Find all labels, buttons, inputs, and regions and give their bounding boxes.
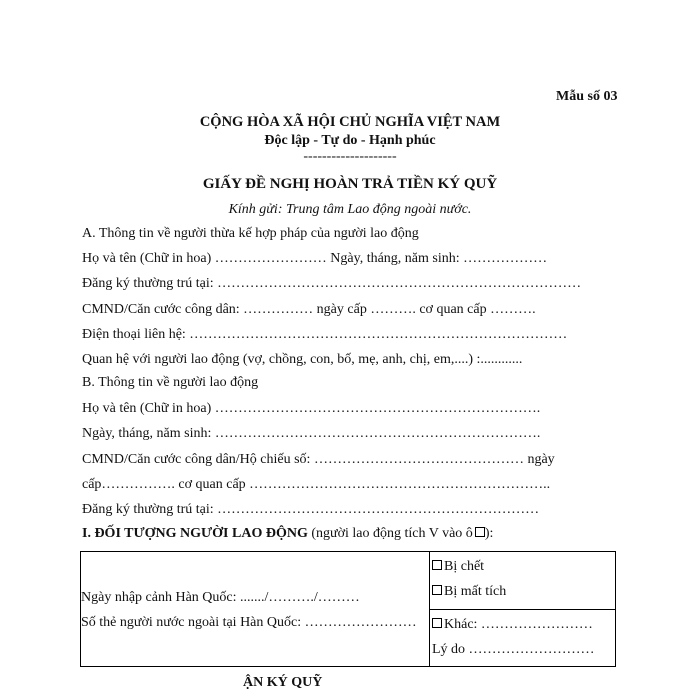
option-missing[interactable] xyxy=(432,584,506,600)
section-b-line: CMND/Căn cước công dân/Hộ chiếu số: ……………………………………… ngày xyxy=(82,452,555,467)
section-a-line: Quan hệ với người lao động (vợ, chồng, con, bố, mẹ, anh, chị, em,....) :............ xyxy=(82,352,523,367)
worker-status-table xyxy=(80,551,616,667)
option-label: Khác: …………………… xyxy=(444,617,593,632)
section-1-heading-bold: I. ĐỐI TƯỢNG NGƯỜI LAO ĐỘNG xyxy=(82,526,308,541)
section-a-line: Họ và tên (Chữ in hoa) …………………… Ngày, tháng, năm sinh: ……………… xyxy=(82,251,548,266)
other-option-cell xyxy=(430,610,616,667)
section-a-line: Điện thoại liên hệ: ……………………………………………………………………… xyxy=(82,327,568,342)
section-a-heading: A. Thông tin về người thừa kế hợp pháp của người lao động xyxy=(82,226,419,241)
option-other[interactable] xyxy=(432,617,593,633)
checkbox-icon[interactable] xyxy=(432,560,442,570)
section-b-heading: B. Thông tin về người lao động xyxy=(82,375,259,390)
section-a-line: Đăng ký thường trú tại: …………………………………………………………………… xyxy=(82,276,582,291)
national-motto: Độc lập - Tự do - Hạnh phúc xyxy=(264,133,436,148)
section-b-line: Đăng ký thường trú tại: …………………………………………………………… xyxy=(82,502,540,517)
status-options-cell xyxy=(430,552,616,610)
worker-info-cell xyxy=(81,552,430,667)
checkbox-icon xyxy=(475,527,485,537)
option-deceased[interactable] xyxy=(432,559,484,575)
section-1-heading xyxy=(82,526,493,542)
section-b-line: cấp……………. cơ quan cấp ……………………………………………………….. xyxy=(82,477,551,492)
country-name: CỘNG HÒA XÃ HỘI CHỦ NGHĨA VIỆT NAM xyxy=(199,114,501,130)
reason-line: Lý do ……………………… xyxy=(432,642,595,657)
section-1-heading-end: ): xyxy=(484,526,494,541)
foreign-card-line: Số thẻ người nước ngoài tại Hàn Quốc: …………………… xyxy=(81,615,417,630)
section-b-line: Ngày, tháng, năm sinh: ……………………………………………………………. xyxy=(82,426,541,441)
checkbox-icon[interactable] xyxy=(432,618,442,628)
option-label: Bị mất tích xyxy=(444,584,507,599)
section-a-line: CMND/Căn cước công dân: …………… ngày cấp ………. cơ quan cấp ………. xyxy=(82,302,536,317)
document-title: GIẤY ĐỀ NGHỊ HOÀN TRẢ TIỀN KÝ QUỸ xyxy=(202,176,498,192)
form-number: Mẫu số 03 xyxy=(556,89,618,104)
section-b-line: Họ và tên (Chữ in hoa) ……………………………………………………………. xyxy=(82,401,541,416)
section-2-heading-partial: ẬN KÝ QUỸ xyxy=(243,675,323,690)
checkbox-icon[interactable] xyxy=(432,585,442,595)
entry-date-line: Ngày nhập cảnh Hàn Quốc: ......./………./……… xyxy=(81,590,360,605)
recipient-line: Kính gửi: Trung tâm Lao động ngoài nước. xyxy=(228,202,472,217)
header-divider: -------------------- xyxy=(303,149,397,164)
section-1-heading-rest: (người lao động tích V vào ô xyxy=(307,526,473,541)
option-label: Bị chết xyxy=(444,559,485,574)
